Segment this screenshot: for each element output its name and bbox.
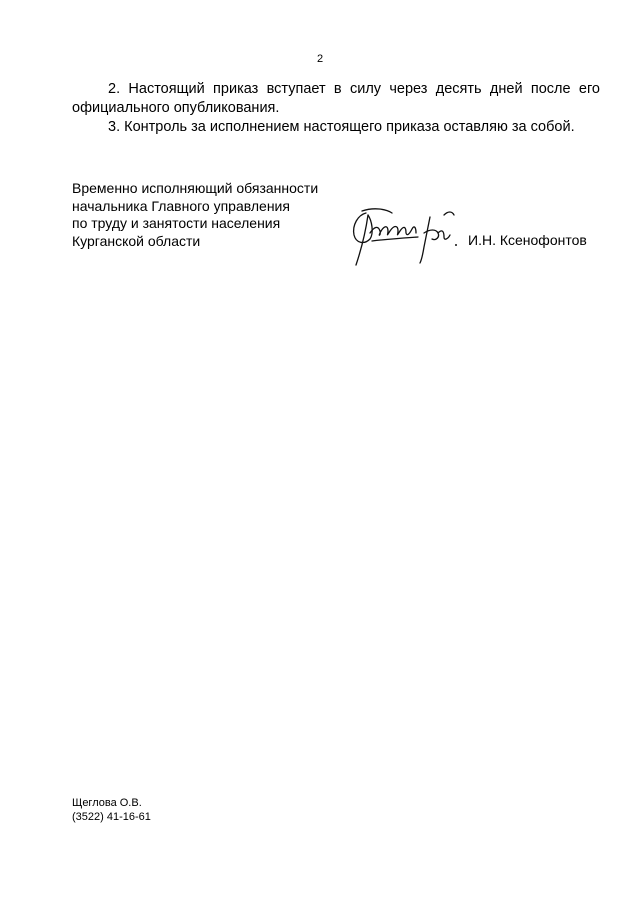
handwritten-signature bbox=[344, 203, 464, 269]
signatory-position bbox=[72, 180, 372, 250]
position-line-3: по труду и занятости населения bbox=[72, 215, 281, 231]
executor-name: Щеглова О.В. bbox=[72, 797, 142, 809]
paragraph-2-line-1: 2. Настоящий приказ вступает в силу через десять дней после его bbox=[108, 81, 600, 97]
paragraph-2-line-2: официального опубликования. bbox=[72, 100, 280, 116]
page-number: 2 bbox=[316, 53, 324, 65]
executor-info bbox=[72, 797, 151, 824]
document-body bbox=[72, 80, 600, 137]
position-line-2: начальника Главного управления bbox=[72, 197, 290, 214]
position-line-4: Курганской области bbox=[72, 232, 201, 249]
paragraph-3: 3. Контроль за исполнением настоящего приказа оставляю за собой. bbox=[108, 119, 575, 135]
position-line-1: Временно исполняющий обязанности bbox=[72, 180, 319, 196]
signer-name: И.Н. Ксенофонтов bbox=[468, 232, 587, 248]
executor-phone: (3522) 41-16-61 bbox=[72, 810, 151, 823]
